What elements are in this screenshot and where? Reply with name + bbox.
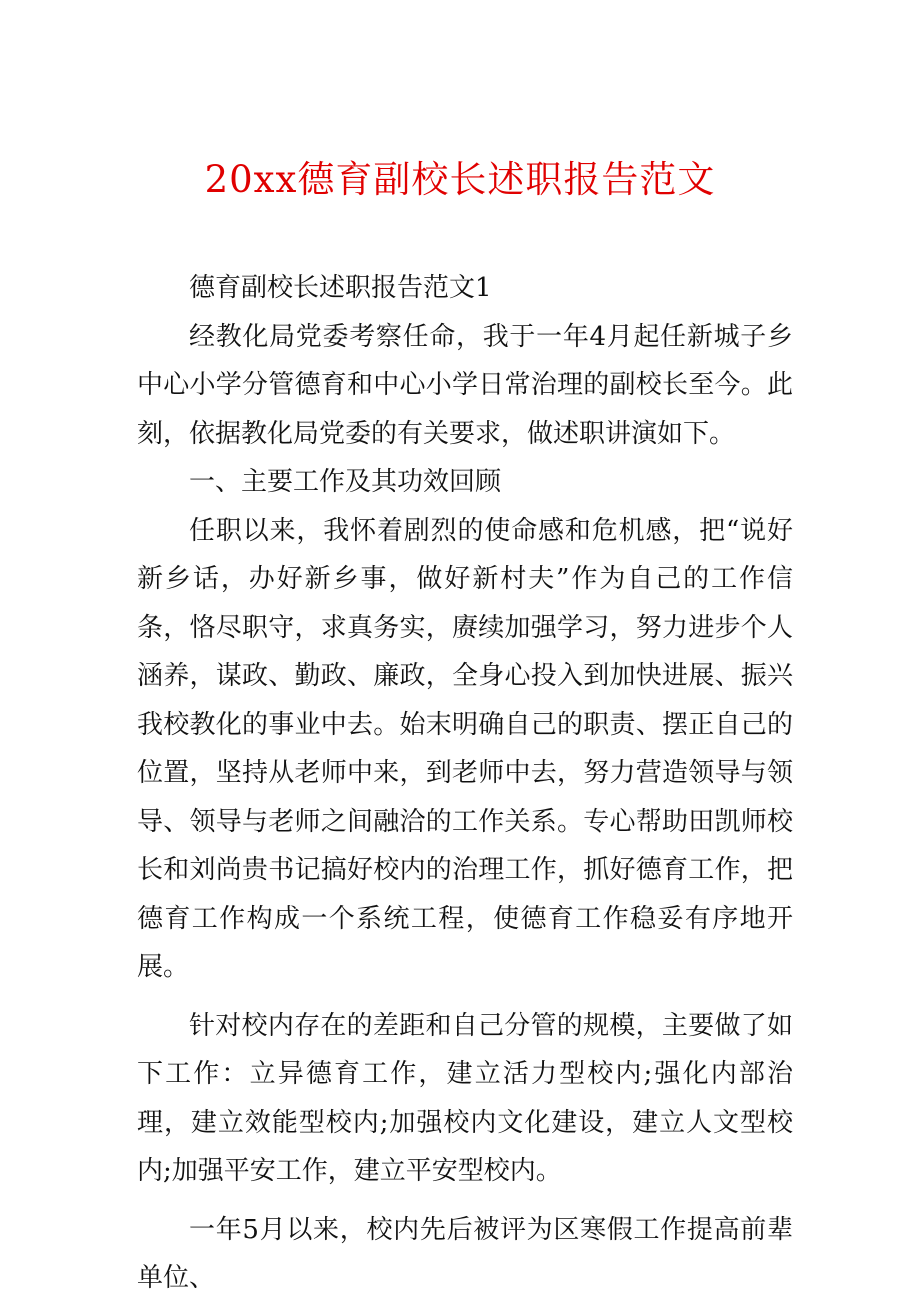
section-heading: 德育副校长述职报告范文1 [189,273,492,303]
paragraph: 任职以来，我怀着剧烈的使命感和危机感，把“说好新乡话，办好新乡事，做好新村夫”作为自己的工作信条，恪尽职守，求真务实，赓续加强学习，努力进步个人涵养，谋政、勤政、廉政，全身心投入到加快进展、振兴我校教化的事业中去。始末明确自己的职责、摆正自己的位置，坚持从老师中来，到老师中去，努力营造领导与领导、领导与老师之间融洽的工作关系。专心帮助田凯师校长和刘尚贵书记搞好校内的治理工作，抓好德育工作，把德育工作构成一个系统工程，使德育工作稳妥有序地开展。 [137,515,793,982]
paragraph: 针对校内存在的差距和自己分管的规模，主要做了如下工作：立异德育工作，建立活力型校内;强化内部治理，建立效能型校内;加强校内文化建设，建立人文型校内;加强平安工作，建立平安型校内。 [137,1010,793,1186]
document-body [137,264,793,1303]
paragraph: 一年5月以来，校内先后被评为区寒假工作提高前辈单位、 [137,1214,793,1293]
paragraph: 经教化局党委考察任命，我于一年4月起任新城子乡中心小学分管德育和中心小学日常治理的副校长至今。此刻，依据教化局党委的有关要求，做述职讲演如下。 [137,321,793,449]
document-title: 20xx德育副校长述职报告范文 [204,158,716,201]
section-heading: 一、主要工作及其功效回顾 [189,467,502,497]
